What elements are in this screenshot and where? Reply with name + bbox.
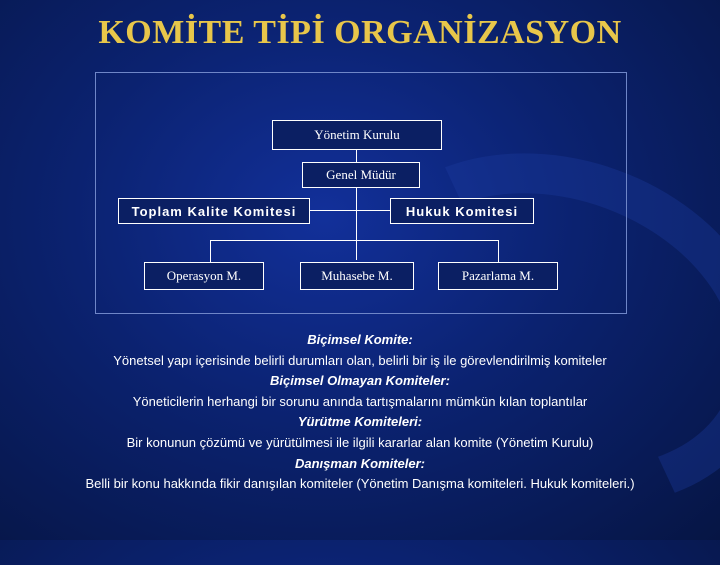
connector-root-manager	[356, 150, 357, 162]
connector-departments-bar	[210, 240, 499, 241]
definition-text: Yönetsel yapı içerisinde belirli durumları olan, belirli bir iş ile görevlendirilmiş komiteler	[113, 352, 607, 368]
definition-heading: Biçimsel Olmayan Komiteler:	[270, 373, 450, 389]
connector-right-committee	[357, 210, 390, 211]
connector-dept-right	[498, 240, 499, 262]
definition-text: Bir konunun çözümü ve yürütülmesi ile ilgili kararlar alan komite (Yönetim Kurulu)	[126, 434, 594, 450]
definitions-list	[0, 330, 720, 495]
org-box-toplam-kalite-komitesi: Toplam Kalite Komitesi	[118, 198, 310, 224]
org-box-genel-mudur: Genel Müdür	[302, 162, 420, 188]
definition-text: Yöneticilerin herhangi bir sorunu anında tartışmalarını mümkün kılan toplantılar	[132, 393, 588, 409]
org-box-muhasebe: Muhasebe M.	[300, 262, 414, 290]
org-box-yonetim-kurulu: Yönetim Kurulu	[272, 120, 442, 150]
org-box-operasyon: Operasyon M.	[144, 262, 264, 290]
org-box-pazarlama: Pazarlama M.	[438, 262, 558, 290]
definition-heading: Danışman Komiteler:	[294, 455, 426, 471]
connector-trunk	[356, 188, 357, 260]
connector-left-committee	[310, 210, 357, 211]
definition-heading: Yürütme Komiteleri:	[297, 414, 423, 430]
connector-dept-left	[210, 240, 211, 262]
definition-heading: Biçimsel Komite:	[307, 332, 413, 347]
slide-title: KOMİTE TİPİ ORGANİZASYON	[98, 14, 622, 51]
org-box-hukuk-komitesi: Hukuk Komitesi	[390, 198, 534, 224]
definition-text: Belli bir konu hakkında fikir danışılan komiteler (Yönetim Danışma komiteleri. Hukuk komiteleri.)	[85, 476, 635, 492]
